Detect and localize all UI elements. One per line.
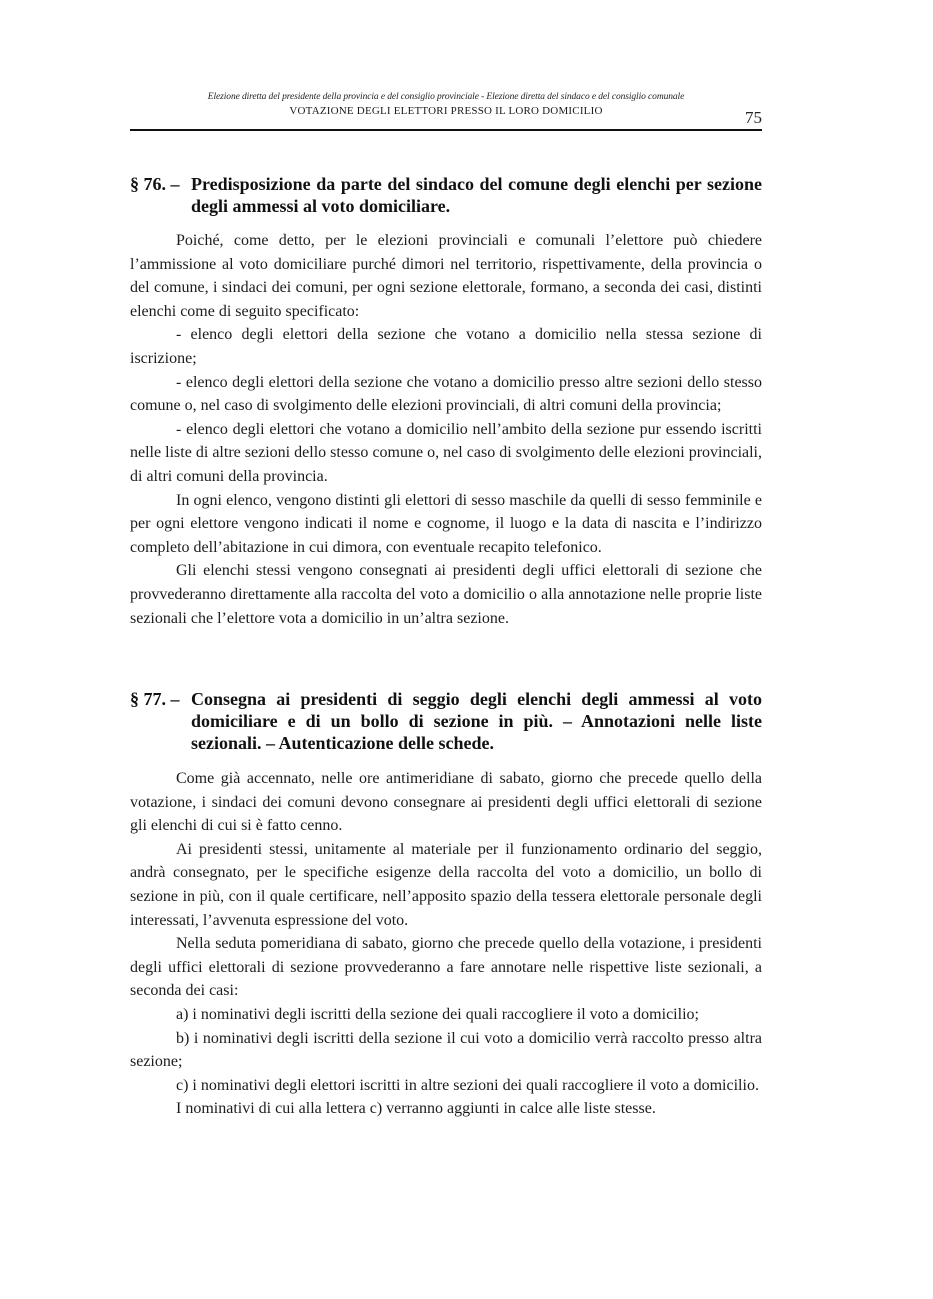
section-76-heading [130, 173, 762, 217]
section-number: § 76. – [130, 174, 180, 194]
section-77-heading [130, 688, 762, 754]
paragraph: In ogni elenco, vengono distinti gli elettori di sesso maschile da quelli di sesso femminile e per ogni elettore vengono indicati il nome e cognome, il luogo e la data di nascita e l’indirizzo completo dell’abitazione in cui dimora, con eventuale recapito telefonico. [130, 491, 762, 556]
paragraph: Poiché, come detto, per le elezioni provinciali e comunali l’elettore può chiedere l’ammissione al voto domiciliare purché dimori nel territorio, rispettivamente, della provincia o del comune, i sindaci dei comuni, per ogni sezione elettorale, formano, a seconda dei casi, distinti elenchi come di seguito specificato: [130, 232, 762, 320]
running-head [130, 91, 762, 127]
paragraph: I nominativi di cui alla lettera c) verranno aggiunti in calce alle liste stesse. [176, 1100, 656, 1118]
page-number: 75 [745, 108, 762, 127]
list-item: - elenco degli elettori che votano a domicilio nell’ambito della sezione pur essendo iscritti nelle liste di altre sezioni dello stesso comune o, nel caso di svolgimento delle elezioni provinciali, di altri comuni della provincia. [130, 420, 762, 485]
section-77-body [130, 767, 762, 1121]
paragraph: Nella seduta pomeridiana di sabato, giorno che precede quello della votazione, i presidenti degli uffici elettorali di sezione provvederanno a fare annotare nelle rispettive liste sezionali, a seconda dei casi: [130, 935, 762, 1000]
list-item: b) i nominativi degli iscritti della sezione il cui voto a domicilio verrà raccolto presso altra sezione; [130, 1029, 762, 1071]
section-title: Consegna ai presidenti di seggio degli elenchi degli ammessi al voto domiciliare e di un bollo di sezione in più. – Annotazioni nelle liste sezionali. – Autenticazione delle schede. [191, 689, 762, 753]
running-head-chapter: VOTAZIONE DEGLI ELETTORI PRESSO IL LORO DOMICILIO [289, 105, 603, 117]
list-item: c) i nominativi degli elettori iscritti in altre sezioni dei quali raccogliere il voto a domicilio. [176, 1076, 759, 1094]
section-76-body [130, 229, 762, 630]
paragraph: Gli elenchi stessi vengono consegnati ai presidenti degli uffici elettorali di sezione che provvederanno direttamente alla raccolta del voto a domicilio o alla annotazione nelle proprie liste sezionali che l’elettore vota a domicilio in un’altra sezione. [130, 562, 762, 627]
list-item: a) i nominativi degli iscritti della sezione dei quali raccogliere il voto a domicilio; [176, 1005, 699, 1023]
header-rule [130, 129, 762, 131]
paragraph: Ai presidenti stessi, unitamente al materiale per il funzionamento ordinario del seggio, andrà consegnato, per le specifiche esigenze della raccolta del voto a domicilio, un bollo di sezione in più, con il quale certificare, nell’apposito spazio della tessera elettorale personale degli interessati, l’avvenuta espressione del voto. [130, 840, 762, 929]
list-item: - elenco degli elettori della sezione che votano a domicilio nella stessa sezione di iscrizione; [130, 326, 762, 367]
running-head-title: Elezione diretta del presidente della provincia e del consiglio provinciale - Elezione diretta del sindaco e del consiglio comunale [207, 92, 685, 102]
list-item: - elenco degli elettori della sezione che votano a domicilio presso altre sezioni dello stesso comune o, nel caso di svolgimento delle elezioni provinciali, di altri comuni della provincia; [130, 373, 762, 415]
section-title: Predisposizione da parte del sindaco del comune degli elenchi per sezione degli ammessi al voto domiciliare. [191, 174, 762, 216]
section-number: § 77. – [130, 689, 180, 709]
paragraph: Come già accennato, nelle ore antimeridiane di sabato, giorno che precede quello della votazione, i sindaci dei comuni devono consegnare ai presidenti degli uffici elettorali di sezione gli elenchi di cui si è fatto cenno. [130, 770, 762, 835]
